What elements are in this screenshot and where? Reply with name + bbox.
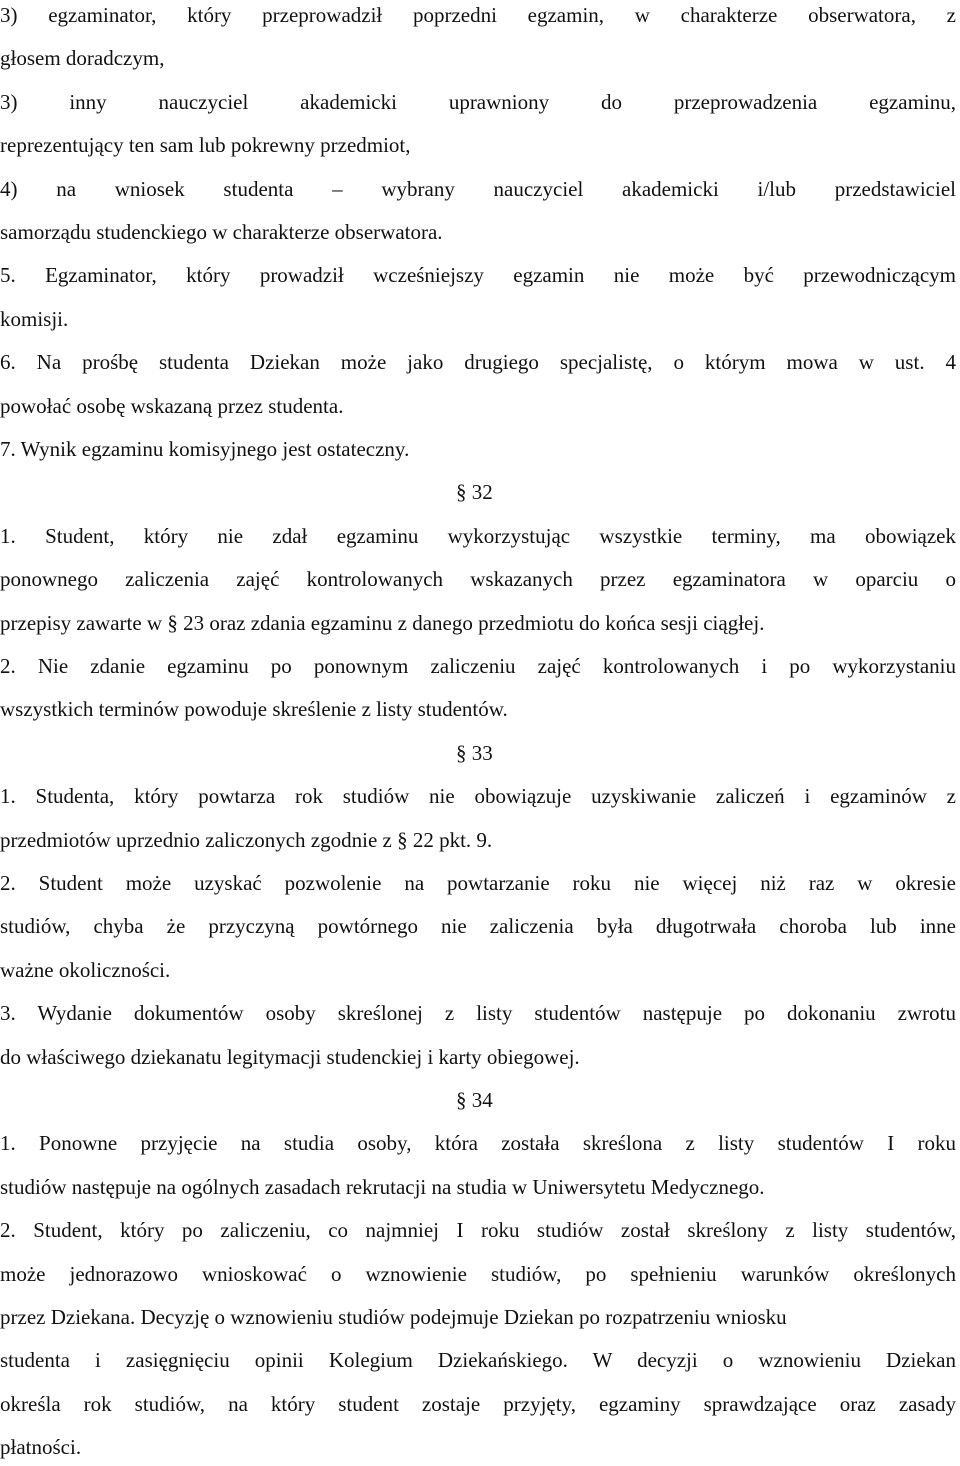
text-line: 6. Na prośbę studenta Dziekan może jako drugiego specjalistę, o którym mowa w ust. 4 — [0, 350, 956, 374]
text-line: może jednorazowo wnioskować o wznowienie studiów, po spełnieniu warunków określonych — [0, 1262, 956, 1286]
text-line: przedmiotów uprzednio zaliczonych zgodnie z § 22 pkt. 9. — [0, 828, 493, 852]
text-line: 5. Egzaminator, który prowadził wcześniejszy egzamin nie może być przewodniczącym — [0, 263, 956, 287]
text-line: określa rok studiów, na który student zostaje przyjęty, egzaminy sprawdzające oraz zasady — [0, 1392, 956, 1416]
text-line: komisji. — [0, 307, 69, 331]
text-line: ponownego zaliczenia zajęć kontrolowanych wskazanych przez egzaminatora w oparciu o — [0, 567, 956, 591]
section-heading: § 32 — [456, 480, 493, 504]
section-heading: § 33 — [456, 741, 493, 765]
section-heading: § 34 — [456, 1088, 493, 1112]
text-line: studiów, chyba że przyczyną powtórnego nie zaliczenia była długotrwała choroba lub inne — [0, 914, 956, 938]
text-line: wszystkich terminów powoduje skreślenie z listy studentów. — [0, 697, 508, 721]
text-line: 2. Student może uzyskać pozwolenie na powtarzanie roku nie więcej niż raz w okresie — [0, 871, 956, 895]
text-line: 4) na wniosek studenta – wybrany nauczyciel akademicki i/lub przedstawiciel — [0, 177, 956, 201]
text-line: przez Dziekana. Decyzję o wznowieniu studiów podejmuje Dziekan po rozpatrzeniu wniosku — [0, 1305, 787, 1329]
text-line: 3) egzaminator, który przeprowadził poprzedni egzamin, w charakterze obserwatora, z — [0, 3, 956, 27]
text-line: 1. Studenta, który powtarza rok studiów nie obowiązuje uzyskiwanie zaliczeń i egzaminów z — [0, 784, 956, 808]
text-line: 3. Wydanie dokumentów osoby skreślonej z listy studentów następuje po dokonaniu zwrotu — [0, 1001, 956, 1025]
text-line: studenta i zasięgnięciu opinii Kolegium Dziekańskiego. W decyzji o wznowieniu Dziekan — [0, 1348, 956, 1372]
text-line: 1. Student, który nie zdał egzaminu wykorzystując wszystkie terminy, ma obowiązek — [0, 524, 956, 548]
text-line: do właściwego dziekanatu legitymacji studenckiej i karty obiegowej. — [0, 1045, 580, 1069]
text-line: 2. Student, który po zaliczeniu, co najmniej I roku studiów został skreślony z listy studentów, — [0, 1218, 956, 1242]
text-line: głosem doradczym, — [0, 46, 165, 70]
text-line: studiów następuje na ogólnych zasadach rekrutacji na studia w Uniwersytetu Medycznego. — [0, 1175, 765, 1199]
text-line: 3) inny nauczyciel akademicki uprawniony do przeprowadzenia egzaminu, — [0, 90, 956, 114]
text-line: reprezentujący ten sam lub pokrewny przedmiot, — [0, 133, 411, 157]
text-line: samorządu studenckiego w charakterze obserwatora. — [0, 220, 443, 244]
text-line: 1. Ponowne przyjęcie na studia osoby, która została skreślona z listy studentów I roku — [0, 1131, 956, 1155]
text-line: ważne okoliczności. — [0, 958, 171, 982]
text-line: 7. Wynik egzaminu komisyjnego jest ostateczny. — [0, 437, 410, 461]
text-line: powołać osobę wskazaną przez studenta. — [0, 394, 344, 418]
text-line: przepisy zawarte w § 23 oraz zdania egzaminu z danego przedmiotu do końca sesji ciągłej. — [0, 611, 765, 635]
text-line: 2. Nie zdanie egzaminu po ponownym zaliczeniu zajęć kontrolowanych i po wykorzystaniu — [0, 654, 956, 678]
text-line: płatności. — [0, 1435, 82, 1459]
